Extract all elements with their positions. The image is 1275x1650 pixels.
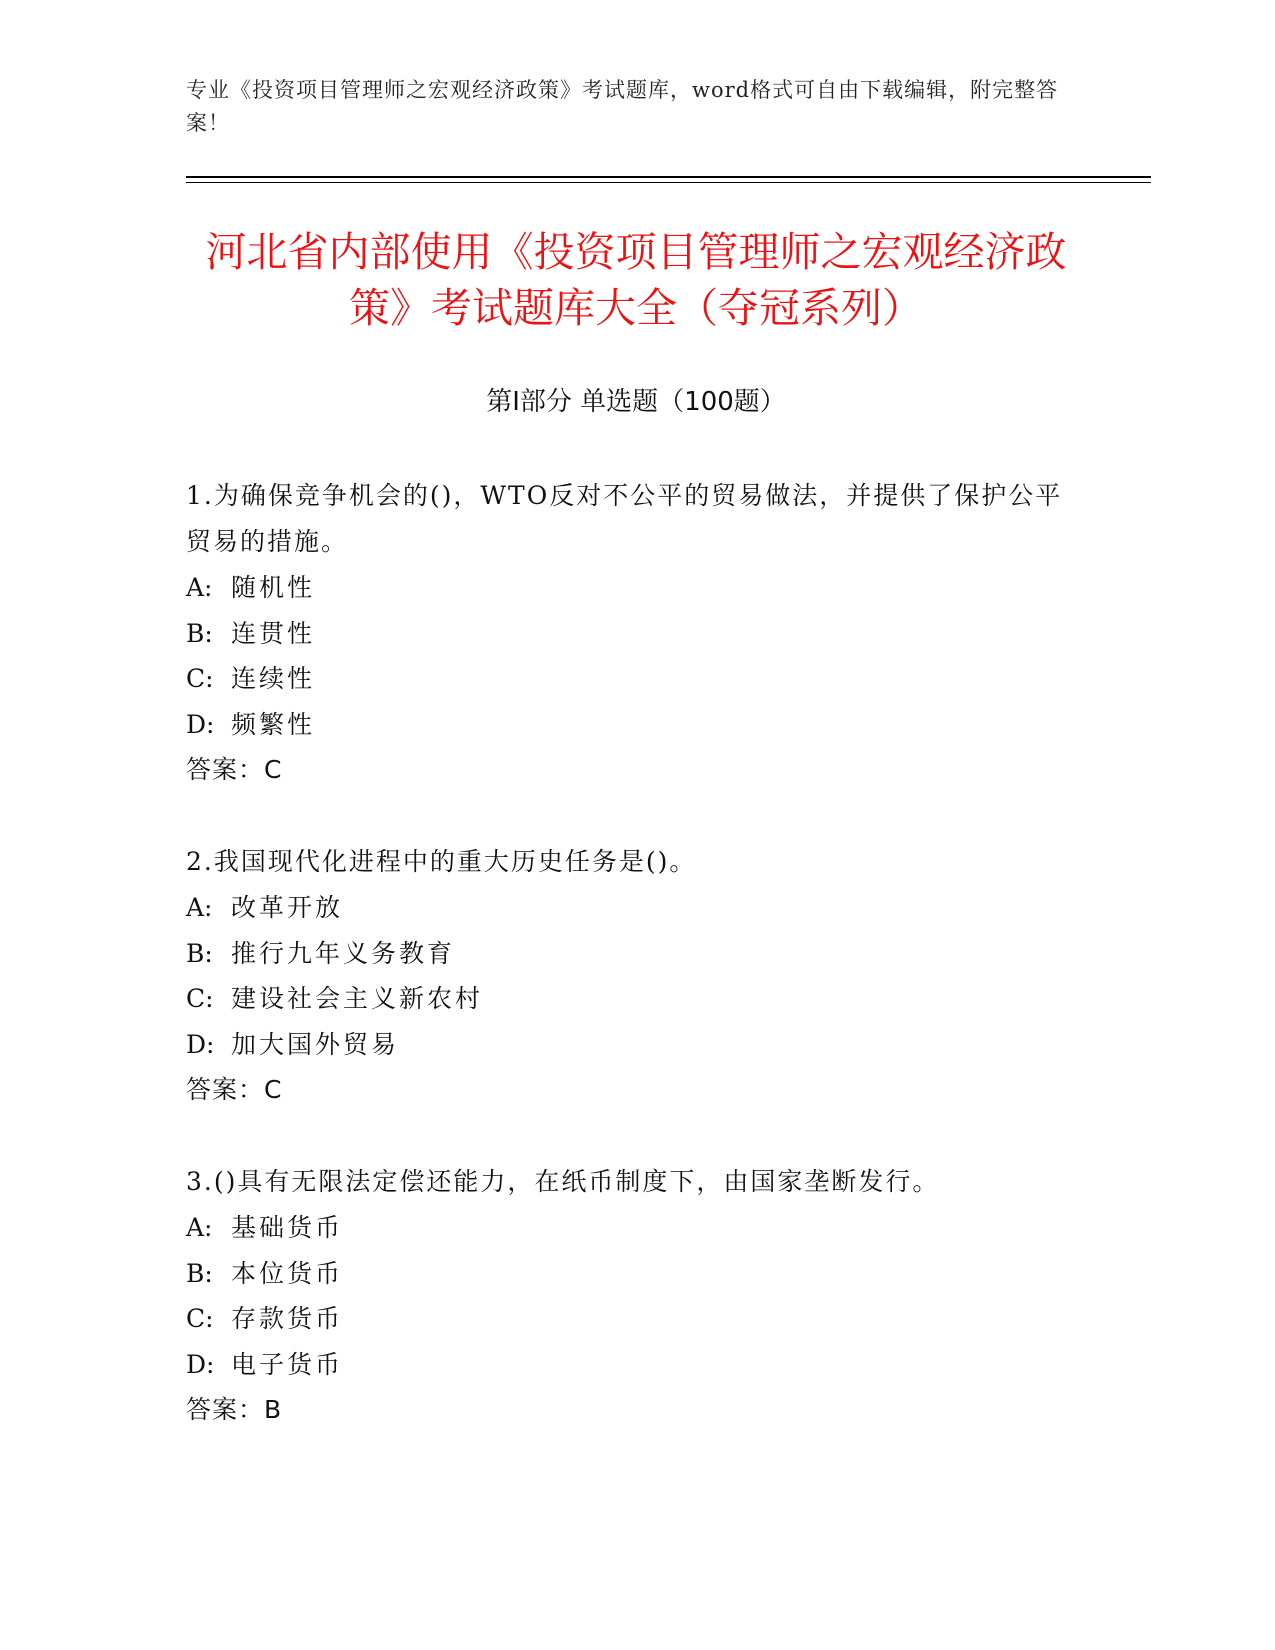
- option-letter: A:: [186, 573, 213, 602]
- answer-line: 答案：C: [186, 1075, 283, 1104]
- option-a: [186, 885, 1086, 931]
- option-text: 改革开放: [231, 893, 344, 922]
- option-letter: D:: [186, 709, 215, 739]
- section-heading: 第Ⅰ部分 单选题（100题）: [486, 387, 786, 417]
- option-letter: A:: [186, 1213, 213, 1242]
- option-text: 连续性: [231, 664, 316, 693]
- header-note: 专业《投资项目管理师之宏观经济政策》考试题库，word格式可自由下载编辑，附完整答案！: [186, 78, 1059, 135]
- option-d: [186, 1022, 1086, 1068]
- option-text: 推行九年义务教育: [231, 938, 456, 968]
- question-stem: 3.()具有无限法定偿还能力，在纸币制度下，由国家垄断发行。: [186, 1167, 940, 1196]
- option-a: [186, 565, 1086, 611]
- option-text: 本位货币: [231, 1258, 344, 1288]
- option-letter: C:: [186, 984, 214, 1013]
- option-letter: B:: [186, 618, 213, 648]
- question-list: [186, 473, 1086, 1479]
- question-1: [186, 473, 1086, 793]
- option-letter: C:: [186, 1304, 214, 1333]
- option-letter: B:: [186, 938, 213, 968]
- header-divider: [186, 176, 1151, 178]
- answer-line: 答案：C: [186, 755, 283, 784]
- option-b: [186, 611, 1086, 657]
- option-text: 随机性: [231, 573, 316, 602]
- option-c: [186, 976, 1086, 1022]
- option-text: 基础货币: [231, 1213, 344, 1242]
- option-b: [186, 931, 1086, 977]
- option-c: [186, 656, 1086, 702]
- option-d: [186, 702, 1086, 748]
- answer-line: 答案：B: [186, 1395, 283, 1424]
- option-text: 电子货币: [231, 1349, 344, 1379]
- option-text: 建设社会主义新农村: [231, 984, 484, 1013]
- option-letter: D:: [186, 1349, 215, 1379]
- question-2: [186, 839, 1086, 1113]
- option-text: 频繁性: [231, 709, 316, 739]
- option-text: 连贯性: [231, 618, 316, 648]
- option-b: [186, 1251, 1086, 1297]
- option-letter: A:: [186, 893, 213, 922]
- question-stem: 2.我国现代化进程中的重大历史任务是()。: [186, 847, 697, 876]
- question-3: [186, 1159, 1086, 1433]
- option-letter: B:: [186, 1258, 213, 1288]
- option-letter: D:: [186, 1029, 215, 1059]
- header-divider-thin: [186, 182, 1151, 183]
- option-text: 存款货币: [231, 1304, 344, 1333]
- document-title: 河北省内部使用《投资项目管理师之宏观经济政策》考试题库大全（夺冠系列）: [205, 228, 1067, 332]
- option-letter: C:: [186, 664, 214, 693]
- option-c: [186, 1296, 1086, 1342]
- option-a: [186, 1205, 1086, 1251]
- option-text: 加大国外贸易: [231, 1029, 400, 1059]
- question-stem: 1.为确保竞争机会的()，WTO反对不公平的贸易做法，并提供了保护公平贸易的措施。: [186, 481, 1063, 556]
- option-d: [186, 1342, 1086, 1388]
